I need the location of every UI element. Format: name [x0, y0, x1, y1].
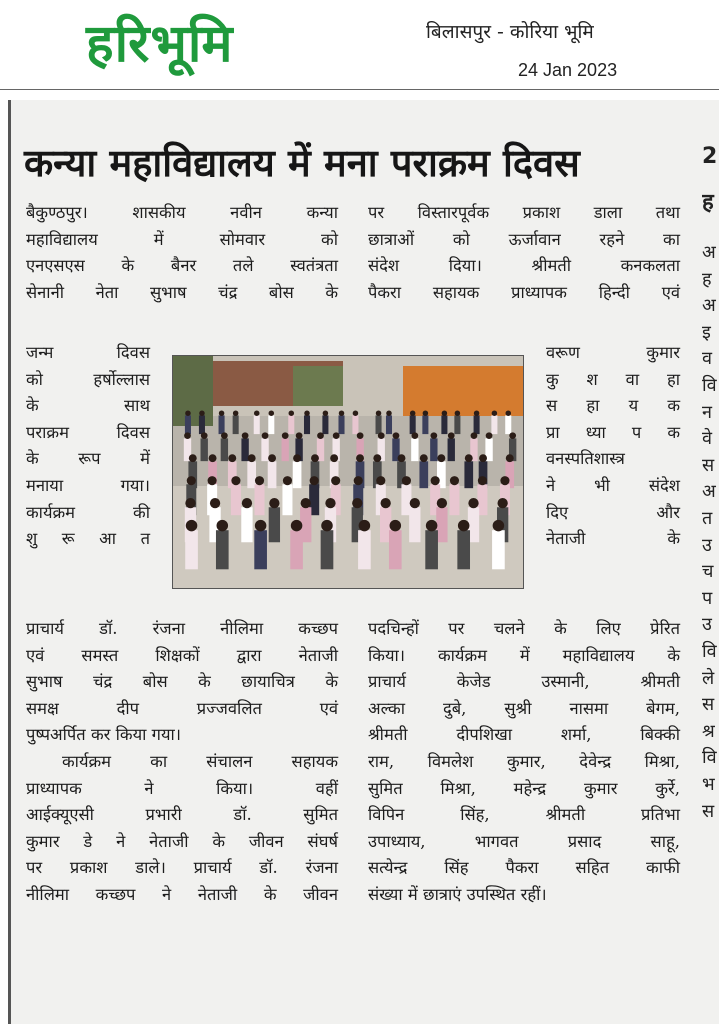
article-line: किया। कार्यक्रम में महाविद्यालय के [368, 645, 680, 665]
article-photo [172, 355, 524, 589]
article-line: के रूप में [26, 449, 150, 469]
article-line: दिए और [546, 502, 680, 522]
adjacent-article-edge [702, 140, 719, 1000]
students-gathering-image [173, 356, 523, 588]
side-column-glyph: वि [702, 747, 717, 769]
article-line: पर प्रकाश डाले। प्राचार्य डॉ. रंजना [26, 858, 338, 878]
side-column-glyph: अ [702, 242, 716, 263]
side-column-glyph: अ [702, 481, 716, 503]
side-column-glyph: इ [702, 321, 711, 343]
side-column-glyph: वि [702, 641, 717, 662]
side-column-glyph: अ [702, 295, 716, 317]
article-line: पदचिन्हों पर चलने के लिए प्रेरित [368, 619, 680, 638]
article-headline: कन्या महाविद्यालय में मना पराक्रम दिवस [24, 141, 580, 185]
article-line: समक्ष दीप प्रज्जवलित एवं [26, 698, 338, 718]
article-line: प्राचार्य केजेड उस्मानी, श्रीमती [368, 672, 680, 692]
article-line: कु श वा हा [546, 369, 680, 389]
edition-label: बिलासपुर - कोरिया भूमि [426, 21, 594, 43]
masthead [0, 0, 719, 92]
article-line: वरूण कुमार [546, 343, 680, 362]
article-line: वनस्पतिशास्त्र [546, 449, 625, 469]
article-line: विपिन सिंह, श्रीमती प्रतिभा [368, 805, 680, 825]
clipping-left-border [8, 100, 11, 1024]
article-line: कुमार डे ने नेताजी के जीवन संघर्ष [26, 831, 338, 851]
side-column-glyph: स [702, 694, 715, 716]
article-line: प्रा ध्या प क [546, 422, 680, 442]
article-line: मनाया गया। [26, 476, 150, 495]
newspaper-logo: हरिभूमि [86, 14, 234, 74]
article-line: प्राध्यापक ने किया। वहीं [26, 778, 338, 798]
article-line: स हा य क [546, 396, 680, 416]
article-line: संख्या में छात्राएं उपस्थित रहीं। [368, 885, 547, 904]
article-line: आईक्यूएसी प्रभारी डॉ. सुमित [26, 805, 338, 825]
article-line: पैकरा सहायक प्राध्यापक हिन्दी एवं [368, 282, 680, 302]
article-line: कार्यक्रम का संचालन सहायक [62, 752, 338, 771]
article-line: पुष्पअर्पित कर किया गया। [26, 725, 182, 745]
article-line: पर विस्तारपूर्वक प्रकाश डाला तथा [368, 203, 680, 222]
article-line: नीलिमा कच्छप ने नेताजी के जीवन [26, 885, 338, 904]
publication-date: 24 Jan 2023 [518, 60, 618, 80]
masthead-divider [0, 89, 719, 90]
article-line: बैकुण्ठपुर। शासकीय नवीन कन्या [26, 203, 338, 222]
side-column-glyph: उ [702, 614, 712, 636]
article-line: नेताजी के [546, 529, 680, 549]
article-line: के साथ [26, 396, 150, 416]
article-line: एनएसएस के बैनर तले स्वतंत्रता [26, 256, 338, 276]
article-line: शु रू आ त [26, 529, 150, 549]
article-line: सेनानी नेता सुभाष चंद्र बोस के [26, 282, 338, 302]
article-line: सुमित मिश्रा, महेन्द्र कुमार कुर्रे, [368, 778, 680, 798]
side-column-glyph: उ [702, 534, 712, 556]
side-column-glyph: ह [702, 268, 712, 290]
side-column-glyph: ह [702, 190, 714, 215]
article-line: उपाध्याय, भागवत प्रसाद साहू, [368, 831, 680, 851]
side-column-glyph: न [702, 401, 712, 423]
article-line: जन्म दिवस [26, 343, 150, 362]
side-column-glyph: व [702, 348, 713, 370]
side-column-glyph: श्र [702, 720, 715, 742]
article-line: सुभाष चंद्र बोस के छायाचित्र के [26, 672, 338, 692]
side-column-glyph: त [702, 508, 713, 529]
side-column-glyph: च [702, 561, 714, 583]
article-line: अल्का दुबे, सुश्री नासमा बेगम, [368, 698, 680, 718]
side-column-glyph: प [702, 587, 713, 609]
side-column-glyph: वि [702, 375, 717, 396]
side-column-glyph: 2 [702, 144, 718, 169]
side-column-glyph: वे [702, 428, 713, 450]
side-column-glyph: स [702, 454, 715, 476]
article-line: कार्यक्रम की [26, 502, 150, 522]
article-line: सत्येन्द्र सिंह पैकरा सहित काफी [368, 858, 680, 878]
article-line: पराक्रम दिवस [26, 422, 150, 442]
article-line: छात्राओं को ऊर्जावान रहने का [368, 229, 680, 249]
side-column-glyph: स [702, 800, 715, 822]
article-line: प्राचार्य डॉ. रंजना नीलिमा कच्छप [26, 619, 338, 638]
article-line: एवं समस्त शिक्षकों द्वारा नेताजी [26, 645, 338, 665]
article-line: राम, विमलेश कुमार, देवेन्द्र मिश्रा, [368, 752, 680, 771]
side-column-glyph: ले [702, 667, 715, 689]
article-line: ने भी संदेश [546, 476, 680, 495]
article-line: महाविद्यालय में सोमवार को [26, 229, 338, 249]
article-line: को हर्षोल्लास [26, 369, 150, 389]
side-column-glyph: भ [702, 774, 715, 795]
article-line: संदेश दिया। श्रीमती कनकलता [368, 256, 680, 276]
article-line: श्रीमती दीपशिखा शर्मा, बिक्की [368, 725, 680, 745]
